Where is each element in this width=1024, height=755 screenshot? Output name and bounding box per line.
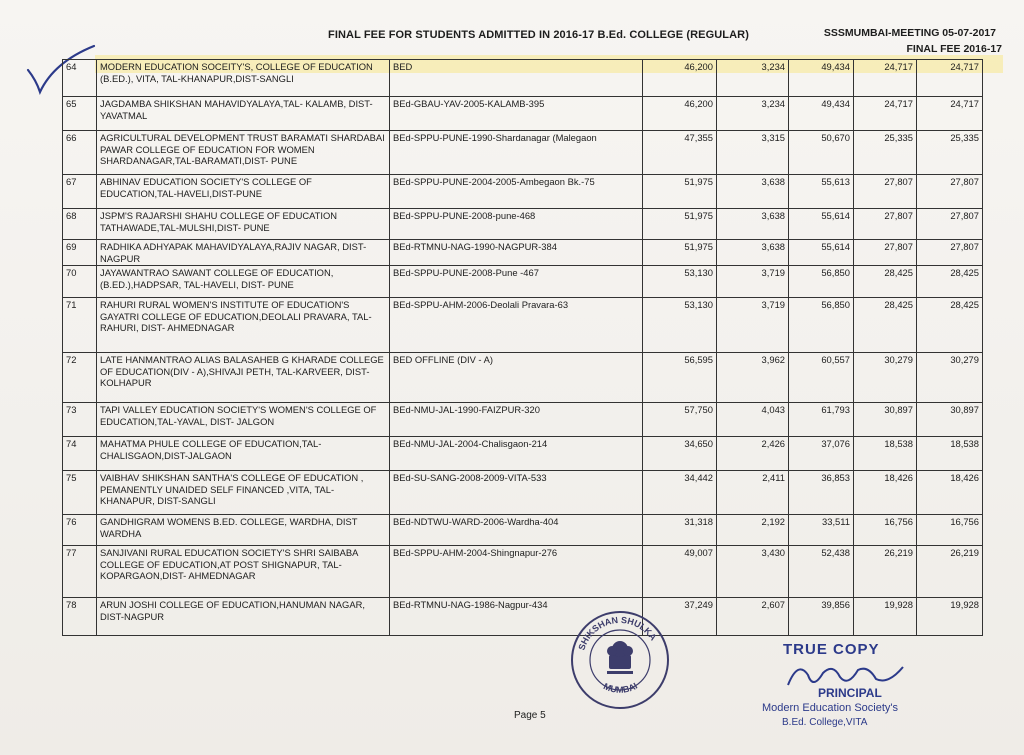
table-row — [63, 353, 983, 403]
table-row — [63, 515, 983, 546]
fee-cell: 18,538 — [917, 437, 983, 471]
fee-cell: 55,613 — [789, 175, 854, 209]
fee-cell: 37,249 — [643, 598, 717, 636]
fee-cell: 2,411 — [717, 471, 789, 515]
course-code-cell: BEd-RTMNU-NAG-1986-Nagpur-434 — [390, 598, 643, 636]
serial-cell: 67 — [63, 175, 97, 209]
course-code-cell: BEd-SU-SANG-2008-2009-VITA-533 — [390, 471, 643, 515]
serial-cell: 77 — [63, 546, 97, 598]
serial-cell: 71 — [63, 298, 97, 353]
serial-cell: 70 — [63, 266, 97, 298]
table-row — [63, 240, 983, 266]
fee-cell: 18,426 — [854, 471, 917, 515]
serial-cell: 75 — [63, 471, 97, 515]
fee-cell: 34,650 — [643, 437, 717, 471]
fee-cell: 30,279 — [854, 353, 917, 403]
fee-cell: 27,807 — [854, 175, 917, 209]
fee-cell: 49,434 — [789, 60, 854, 97]
fee-cell: 3,234 — [717, 97, 789, 131]
fee-cell: 19,928 — [854, 598, 917, 636]
college-name-cell: JSPM'S RAJARSHI SHAHU COLLEGE OF EDUCATION TATHAWADE,TAL-MULSHI,DIST- PUNE — [97, 209, 390, 240]
fee-cell: 3,234 — [717, 60, 789, 97]
fee-cell: 26,219 — [917, 546, 983, 598]
course-code-cell: BEd-SPPU-PUNE-2008-Pune -467 — [390, 266, 643, 298]
fee-cell: 52,438 — [789, 546, 854, 598]
fee-cell: 55,614 — [789, 209, 854, 240]
fee-cell: 24,717 — [917, 97, 983, 131]
fee-cell: 53,130 — [643, 298, 717, 353]
fee-cell: 57,750 — [643, 403, 717, 437]
course-code-cell: BEd-NMU-JAL-1990-FAIZPUR-320 — [390, 403, 643, 437]
fee-cell: 28,425 — [854, 298, 917, 353]
table-row — [63, 471, 983, 515]
course-code-cell: BED — [390, 60, 643, 97]
fee-cell: 49,007 — [643, 546, 717, 598]
college-name-cell: RADHIKA ADHYAPAK MAHAVIDYALAYA,RAJIV NAGAR, DIST- NAGPUR — [97, 240, 390, 266]
fee-cell: 51,975 — [643, 240, 717, 266]
official-seal-stamp — [565, 605, 675, 715]
fee-cell: 61,793 — [789, 403, 854, 437]
fee-cell: 3,719 — [717, 266, 789, 298]
college-name-cell: TAPI VALLEY EDUCATION SOCIETY'S WOMEN'S COLLEGE OF EDUCATION,TAL-YAVAL, DIST- JALGON — [97, 403, 390, 437]
fee-cell: 27,807 — [854, 240, 917, 266]
fee-cell: 24,717 — [917, 60, 983, 97]
fee-cell: 3,638 — [717, 175, 789, 209]
fee-cell: 51,975 — [643, 175, 717, 209]
fee-cell: 46,200 — [643, 60, 717, 97]
college-name-cell: MODERN EDUCATION SOCEITY'S, COLLEGE OF EDUCATION (B.ED.), VITA, TAL-KHANAPUR,DIST-SANGLI — [97, 60, 390, 97]
principal-stamp: PRINCIPAL — [818, 686, 882, 700]
fee-table — [62, 59, 983, 636]
fee-cell: 34,442 — [643, 471, 717, 515]
final-fee-label: FINAL FEE 2016-17 — [906, 43, 1002, 55]
fee-cell: 2,192 — [717, 515, 789, 546]
course-code-cell: BEd-SPPU-PUNE-2004-2005-Ambegaon Bk.-75 — [390, 175, 643, 209]
fee-cell: 36,853 — [789, 471, 854, 515]
fee-cell: 24,717 — [854, 60, 917, 97]
fee-cell: 4,043 — [717, 403, 789, 437]
true-copy-stamp: TRUE COPY — [783, 641, 880, 658]
fee-cell: 30,279 — [917, 353, 983, 403]
table-row — [63, 97, 983, 131]
course-code-cell: BEd-NMU-JAL-2004-Chalisgaon-214 — [390, 437, 643, 471]
fee-cell: 56,595 — [643, 353, 717, 403]
fee-cell: 33,511 — [789, 515, 854, 546]
table-row — [63, 298, 983, 353]
college-name-cell: AGRICULTURAL DEVELOPMENT TRUST BARAMATI SHARDABAI PAWAR COLLEGE OF EDUCATION FOR WOMEN SHARDANAGAR,TAL-BARAMATI,DIST- PUNE — [97, 131, 390, 175]
document-title: FINAL FEE FOR STUDENTS ADMITTED IN 2016-17 B.Ed. COLLEGE (REGULAR) — [328, 29, 749, 41]
college-name-cell: MAHATMA PHULE COLLEGE OF EDUCATION,TAL-CHALISGAON,DIST-JALGAON — [97, 437, 390, 471]
fee-cell: 3,638 — [717, 240, 789, 266]
fee-cell: 51,975 — [643, 209, 717, 240]
fee-cell: 16,756 — [917, 515, 983, 546]
college-name-cell: SANJIVANI RURAL EDUCATION SOCIETY'S SHRI SAIBABA COLLEGE OF EDUCATION,AT POST SHIGNAPUR, TAL-KOPARGAON,DIST- AHMEDNAGAR — [97, 546, 390, 598]
table-row — [63, 437, 983, 471]
course-code-cell: BEd-SPPU-PUNE-1990-Shardanagar (Malegaon — [390, 131, 643, 175]
college-name-cell: VAIBHAV SHIKSHAN SANTHA'S COLLEGE OF EDUCATION , PEMANENTLY UNAIDED SELF FINANCED ,VITA, TAL-KHANAPUR, DIST-SANGLI — [97, 471, 390, 515]
table-row — [63, 598, 983, 636]
fee-cell: 46,200 — [643, 97, 717, 131]
fee-cell: 56,850 — [789, 298, 854, 353]
fee-cell: 27,807 — [854, 209, 917, 240]
course-code-cell: BED OFFLINE (DIV - A) — [390, 353, 643, 403]
fee-cell: 18,426 — [917, 471, 983, 515]
table-row — [63, 60, 983, 97]
fee-cell: 55,614 — [789, 240, 854, 266]
course-code-cell: BEd-SPPU-AHM-2006-Deolali Pravara-63 — [390, 298, 643, 353]
serial-cell: 78 — [63, 598, 97, 636]
stamp-bottom-text: MUMBAI — [601, 680, 640, 695]
course-code-cell: BEd-NDTWU-WARD-2006-Wardha-404 — [390, 515, 643, 546]
fee-cell: 3,962 — [717, 353, 789, 403]
serial-cell: 74 — [63, 437, 97, 471]
fee-cell: 31,318 — [643, 515, 717, 546]
fee-cell: 19,928 — [917, 598, 983, 636]
fee-cell: 28,425 — [917, 266, 983, 298]
fee-cell: 3,719 — [717, 298, 789, 353]
course-code-cell: BEd-RTMNU-NAG-1990-NAGPUR-384 — [390, 240, 643, 266]
table-row — [63, 403, 983, 437]
fee-cell: 24,717 — [854, 97, 917, 131]
fee-cell: 2,607 — [717, 598, 789, 636]
fee-cell: 18,538 — [854, 437, 917, 471]
emblem-icon — [607, 641, 633, 674]
fee-cell: 49,434 — [789, 97, 854, 131]
fee-cell: 25,335 — [917, 131, 983, 175]
college-stamp: B.Ed. College,VITA — [782, 717, 868, 728]
fee-cell: 30,897 — [917, 403, 983, 437]
college-name-cell: JAYAWANTRAO SAWANT COLLEGE OF EDUCATION, (B.ED.),HADPSAR, TAL-HAVELI, DIST- PUNE — [97, 266, 390, 298]
course-code-cell: BEd-SPPU-PUNE-2008-pune-468 — [390, 209, 643, 240]
fee-cell: 26,219 — [854, 546, 917, 598]
college-name-cell: GANDHIGRAM WOMENS B.ED. COLLEGE, WARDHA, DIST WARDHA — [97, 515, 390, 546]
serial-cell: 73 — [63, 403, 97, 437]
fee-cell: 37,076 — [789, 437, 854, 471]
fee-cell: 25,335 — [854, 131, 917, 175]
fee-cell: 39,856 — [789, 598, 854, 636]
fee-cell: 60,557 — [789, 353, 854, 403]
fee-cell: 27,807 — [917, 209, 983, 240]
fee-cell: 3,430 — [717, 546, 789, 598]
fee-cell: 47,355 — [643, 131, 717, 175]
college-name-cell: RAHURI RURAL WOMEN'S INSTITUTE OF EDUCATION'S GAYATRI COLLEGE OF EDUCATION,DEOLALI PRAVARA, TAL-RAHURI, DIST- AHMEDNAGAR — [97, 298, 390, 353]
serial-cell: 72 — [63, 353, 97, 403]
course-code-cell: BEd-GBAU-YAV-2005-KALAMB-395 — [390, 97, 643, 131]
meeting-reference: SSSMUMBAI-MEETING 05-07-2017 — [823, 27, 996, 39]
table-row — [63, 209, 983, 240]
stamp-top-text: SHIKSHAN SHULKA — [576, 614, 659, 652]
society-stamp: Modern Education Society's — [762, 702, 899, 714]
table-row — [63, 266, 983, 298]
college-name-cell: LATE HANMANTRAO ALIAS BALASAHEB G KHARADE COLLEGE OF EDUCATION(DIV - A),SHIVAJI PETH, TAL-KARVEER, DIST- KOLHAPUR — [97, 353, 390, 403]
page-number: Page 5 — [514, 710, 546, 721]
svg-text:MUMBAI — [602, 681, 639, 695]
college-name-cell: ARUN JOSHI COLLEGE OF EDUCATION,HANUMAN NAGAR, DIST-NAGPUR — [97, 598, 390, 636]
fee-cell: 2,426 — [717, 437, 789, 471]
serial-cell: 64 — [63, 60, 97, 97]
course-code-cell: BEd-SPPU-AHM-2004-Shingnapur-276 — [390, 546, 643, 598]
college-name-cell: JAGDAMBA SHIKSHAN MAHAVIDYALAYA,TAL- KALAMB, DIST-YAVATMAL — [97, 97, 390, 131]
table-row — [63, 131, 983, 175]
fee-cell: 27,807 — [917, 240, 983, 266]
fee-cell: 30,897 — [854, 403, 917, 437]
fee-cell: 56,850 — [789, 266, 854, 298]
table-row — [63, 546, 983, 598]
fee-cell: 3,638 — [717, 209, 789, 240]
serial-cell: 69 — [63, 240, 97, 266]
table-row — [63, 175, 983, 209]
fee-cell: 28,425 — [917, 298, 983, 353]
fee-cell: 53,130 — [643, 266, 717, 298]
serial-cell: 76 — [63, 515, 97, 546]
fee-cell: 50,670 — [789, 131, 854, 175]
serial-cell: 66 — [63, 131, 97, 175]
fee-cell: 3,315 — [717, 131, 789, 175]
fee-cell: 28,425 — [854, 266, 917, 298]
fee-cell: 16,756 — [854, 515, 917, 546]
serial-cell: 68 — [63, 209, 97, 240]
fee-cell: 27,807 — [917, 175, 983, 209]
college-name-cell: ABHINAV EDUCATION SOCIETY'S COLLEGE OF EDUCATION,TAL-HAVELI,DIST-PUNE — [97, 175, 390, 209]
serial-cell: 65 — [63, 97, 97, 131]
